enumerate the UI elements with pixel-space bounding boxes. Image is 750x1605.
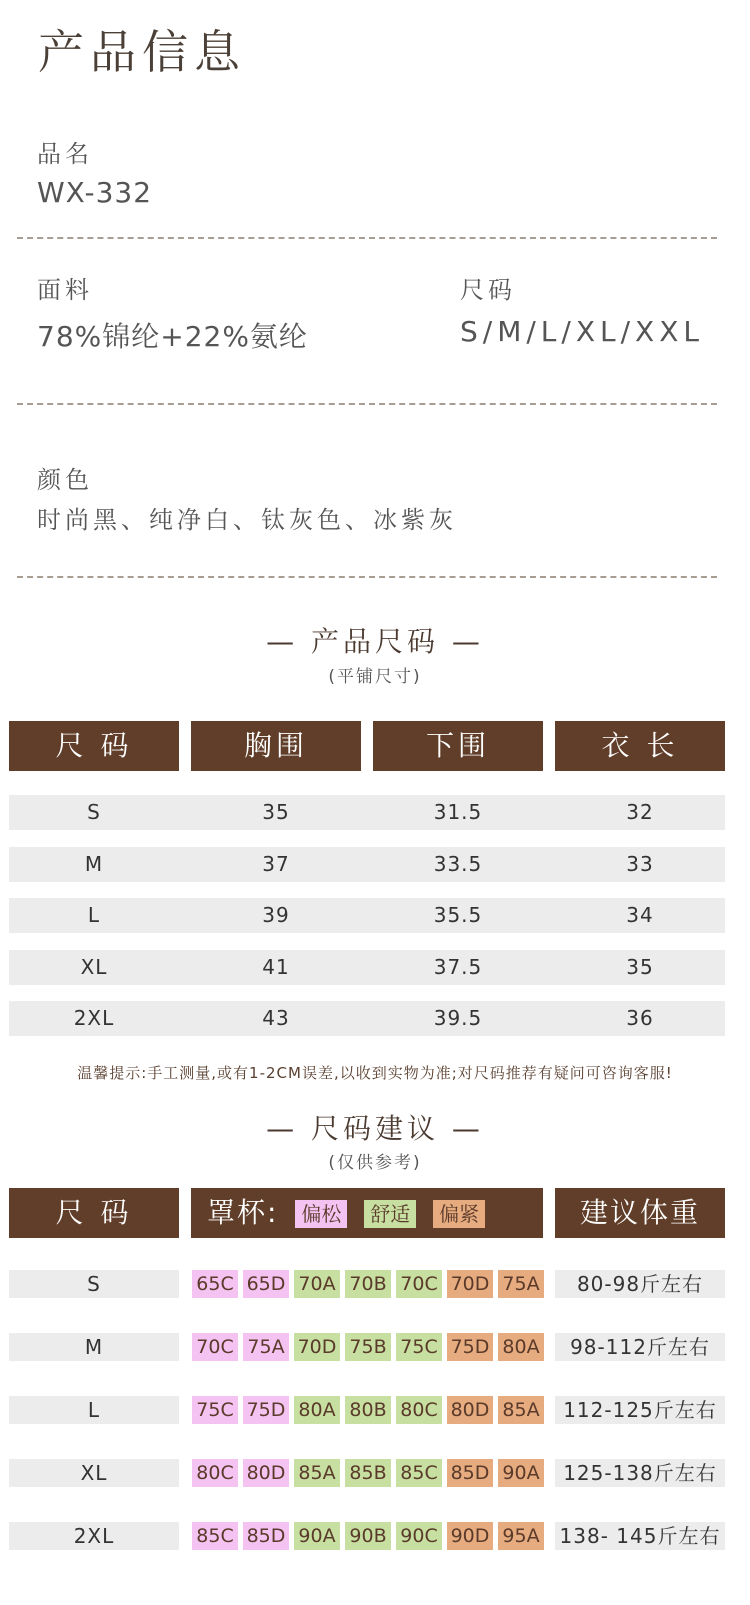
cup-chip: 80C: [192, 1459, 238, 1487]
divider: [17, 237, 717, 239]
table-row: [9, 1001, 725, 1036]
cup-chip: 70C: [396, 1270, 442, 1298]
advice-weight-cell: 138- 145斤左右: [555, 1522, 725, 1550]
table-row: [9, 950, 725, 985]
underbust-header: 下围: [373, 721, 543, 771]
cup-chip: 85D: [447, 1459, 493, 1487]
cup-chip: 70D: [447, 1270, 493, 1298]
cell-length: 35: [626, 955, 654, 979]
name-label: 品名: [37, 140, 93, 168]
fabric-value: 78%锦纶+22%氨纶: [37, 320, 308, 353]
cup-chip: 90D: [447, 1522, 493, 1550]
cup-chip: 75C: [192, 1396, 238, 1424]
length-header: 衣 长: [555, 721, 725, 771]
advice-size-cell: L: [9, 1396, 179, 1424]
advice-weight-cell: 80-98斤左右: [555, 1270, 725, 1298]
color-value: 时尚黑、纯净白、钛灰色、冰紫灰: [37, 506, 457, 534]
cell-length: 33: [626, 852, 654, 876]
cup-chip: 80D: [447, 1396, 493, 1424]
cup-chip: 80D: [243, 1459, 289, 1487]
cup-chip: 80C: [396, 1396, 442, 1424]
cell-underbust: 33.5: [433, 852, 483, 876]
cup-chip: 80A: [498, 1333, 544, 1361]
legend-loose: 偏松: [295, 1200, 347, 1228]
cell-bust: 43: [262, 1006, 290, 1030]
cup-chip: 75C: [396, 1333, 442, 1361]
table-row: [9, 847, 725, 882]
cell-underbust: 35.5: [433, 903, 483, 927]
cup-header-label: 罩杯:: [207, 1196, 279, 1229]
cup-chip: 85C: [396, 1459, 442, 1487]
color-label: 颜色: [37, 466, 93, 494]
size-table-subtitle: (平铺尺寸): [328, 667, 422, 687]
cell-size: 2XL: [73, 1006, 115, 1030]
cup-chip: 70D: [294, 1333, 340, 1361]
cell-underbust: 39.5: [433, 1006, 483, 1030]
divider: [17, 576, 717, 578]
cup-chip: 70C: [192, 1333, 238, 1361]
name-value: WX-332: [37, 176, 153, 209]
cell-size: XL: [80, 955, 108, 979]
cup-chip: 75D: [243, 1396, 289, 1424]
fabric-label: 面料: [37, 276, 93, 304]
table-row: [9, 898, 725, 933]
cup-chip: 70A: [294, 1270, 340, 1298]
cup-chip: 75A: [498, 1270, 544, 1298]
cup-chip: 85A: [498, 1396, 544, 1424]
measurement-note: 温馨提示:手工测量,或有1-2CM误差,以收到实物为准;对尺码推荐有疑问可咨询客服!: [77, 1064, 673, 1082]
advice-size-cell: XL: [9, 1459, 179, 1487]
size-header: 尺 码: [9, 721, 179, 771]
cell-length: 34: [626, 903, 654, 927]
weight-header: 建议体重: [555, 1188, 725, 1238]
cell-bust: 37: [262, 852, 290, 876]
cell-length: 36: [626, 1006, 654, 1030]
bust-header: 胸围: [191, 721, 361, 771]
advice-size-header: 尺 码: [9, 1188, 179, 1238]
cell-underbust: 31.5: [433, 800, 483, 824]
cup-chip: 90C: [396, 1522, 442, 1550]
page-title: 产品信息: [38, 25, 246, 79]
table-row: [9, 795, 725, 830]
cup-chip: 65C: [192, 1270, 238, 1298]
cup-chip: 85C: [192, 1522, 238, 1550]
cell-bust: 39: [262, 903, 290, 927]
cup-chip: 75A: [243, 1333, 289, 1361]
legend-fit: 舒适: [364, 1200, 416, 1228]
cup-chip: 85A: [294, 1459, 340, 1487]
cell-size: L: [87, 903, 101, 927]
cup-chip: 65D: [243, 1270, 289, 1298]
advice-size-cell: S: [9, 1270, 179, 1298]
advice-table-subtitle: (仅供参考): [328, 1153, 422, 1173]
cell-length: 32: [626, 800, 654, 824]
advice-size-cell: M: [9, 1333, 179, 1361]
cup-chip: 80B: [345, 1396, 391, 1424]
cell-bust: 35: [262, 800, 290, 824]
cup-chip: 80A: [294, 1396, 340, 1424]
size-label: 尺码: [460, 276, 516, 304]
cup-chip: 85D: [243, 1522, 289, 1550]
cup-chip: 90B: [345, 1522, 391, 1550]
cup-chip: 95A: [498, 1522, 544, 1550]
size-value: S/M/L/XL/XXL: [460, 315, 705, 348]
advice-weight-cell: 125-138斤左右: [555, 1459, 725, 1487]
cell-bust: 41: [262, 955, 290, 979]
cell-size: S: [87, 800, 101, 824]
cell-size: M: [84, 852, 104, 876]
advice-weight-cell: 98-112斤左右: [555, 1333, 725, 1361]
cell-underbust: 37.5: [433, 955, 483, 979]
cup-chip: 85B: [345, 1459, 391, 1487]
size-table-title: — 产品尺码 —: [266, 625, 484, 658]
advice-size-cell: 2XL: [9, 1522, 179, 1550]
cup-chip: 75B: [345, 1333, 391, 1361]
advice-weight-cell: 112-125斤左右: [555, 1396, 725, 1424]
advice-table-title: — 尺码建议 —: [266, 1112, 484, 1145]
cup-chip: 90A: [294, 1522, 340, 1550]
divider: [17, 403, 717, 405]
cup-chip: 70B: [345, 1270, 391, 1298]
cup-chip: 90A: [498, 1459, 544, 1487]
cup-header: [191, 1188, 543, 1238]
legend-tight: 偏紧: [433, 1200, 485, 1228]
cup-chip: 75D: [447, 1333, 493, 1361]
